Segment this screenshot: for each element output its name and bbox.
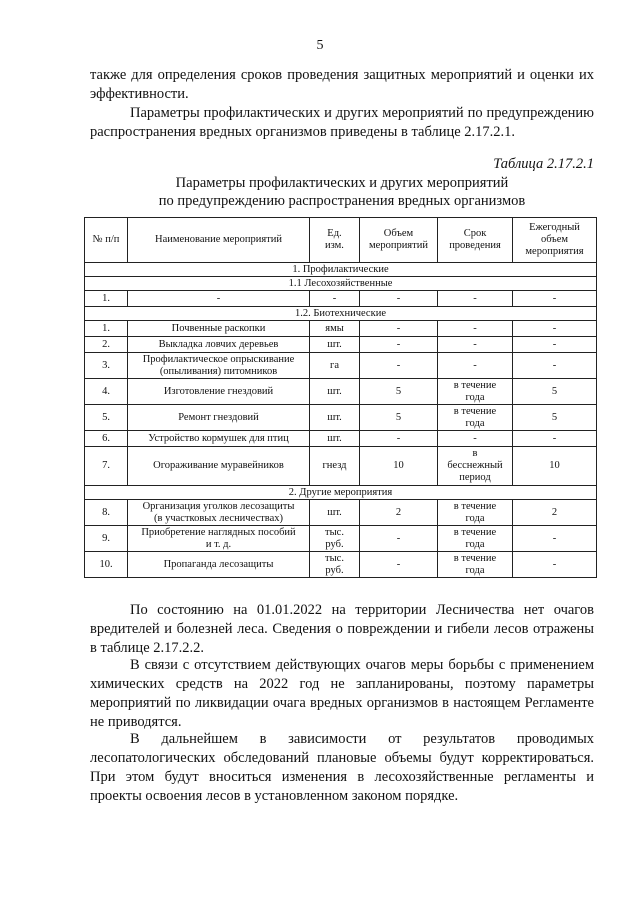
cell-unit: шт. bbox=[310, 337, 360, 353]
cell-num: 6. bbox=[85, 431, 128, 447]
cell-name: Выкладка ловчих деревьев bbox=[128, 337, 310, 353]
cell-name: Изготовление гнездовий bbox=[128, 379, 310, 405]
table-title bbox=[90, 174, 594, 210]
cell-name: Пропаганда лесозащиты bbox=[128, 552, 310, 578]
cell-name: Приобретение наглядных пособий и т. д. bbox=[128, 526, 310, 552]
table-header-row bbox=[85, 218, 597, 263]
section-row bbox=[85, 263, 597, 277]
cell-annual: - bbox=[513, 552, 597, 578]
paragraph-1: По состоянию на 01.01.2022 на территории Лесничества нет очагов вредителей и болезней леса. Сведения о повреждении и гибели лесов отражены в таблице 2.17.2.2. bbox=[90, 602, 594, 656]
table-row bbox=[85, 431, 597, 447]
paragraph-2: В связи с отсутствием действующих очагов меры борьбы с применением химических средств на 2022 год не запланированы, поэтому параметры мероприятий по ликвидации очага вредных организмов в настоящем Регламенте не приводятся. bbox=[90, 657, 594, 730]
cell-term: - bbox=[438, 353, 513, 379]
table-row bbox=[85, 405, 597, 431]
cell-annual: 5 bbox=[513, 379, 597, 405]
cell-annual: 10 bbox=[513, 447, 597, 486]
cell-term: в течение года bbox=[438, 552, 513, 578]
table-row bbox=[85, 321, 597, 337]
cell-unit: га bbox=[310, 353, 360, 379]
cell-volume: - bbox=[360, 353, 438, 379]
section-title: 2. Другие мероприятия bbox=[85, 486, 597, 500]
cell-name: Огораживание муравейников bbox=[128, 447, 310, 486]
table-row bbox=[85, 526, 597, 552]
cell-annual: - bbox=[513, 321, 597, 337]
section-row bbox=[85, 307, 597, 321]
header-annual: Ежегодный объем мероприятия bbox=[513, 218, 597, 263]
cell-name: - bbox=[128, 291, 310, 307]
cell-annual: 5 bbox=[513, 405, 597, 431]
cell-annual: - bbox=[513, 431, 597, 447]
header-name: Наименование мероприятий bbox=[128, 218, 310, 263]
table-row bbox=[85, 337, 597, 353]
cell-term: - bbox=[438, 431, 513, 447]
cell-volume: - bbox=[360, 321, 438, 337]
cell-num: 3. bbox=[85, 353, 128, 379]
cell-num: 2. bbox=[85, 337, 128, 353]
section-title: 1.1 Лесохозяйственные bbox=[85, 277, 597, 291]
section-row bbox=[85, 277, 597, 291]
table-row bbox=[85, 379, 597, 405]
cell-unit: шт. bbox=[310, 405, 360, 431]
cell-volume: 10 bbox=[360, 447, 438, 486]
cell-term: - bbox=[438, 337, 513, 353]
cell-volume: - bbox=[360, 431, 438, 447]
cell-name: Устройство кормушек для птиц bbox=[128, 431, 310, 447]
cell-volume: - bbox=[360, 291, 438, 307]
section-title: 1.2. Биотехнические bbox=[85, 307, 597, 321]
cell-annual: - bbox=[513, 337, 597, 353]
cell-num: 8. bbox=[85, 500, 128, 526]
cell-num: 1. bbox=[85, 291, 128, 307]
cell-term: в бесснежный период bbox=[438, 447, 513, 486]
section-row bbox=[85, 486, 597, 500]
table-row bbox=[85, 447, 597, 486]
cell-volume: - bbox=[360, 526, 438, 552]
header-term: Срок проведения bbox=[438, 218, 513, 263]
cell-num: 1. bbox=[85, 321, 128, 337]
cell-name: Профилактическое опрыскивание (опыливания) питомников bbox=[128, 353, 310, 379]
header-volume: Объем мероприятий bbox=[360, 218, 438, 263]
cell-unit: гнезд bbox=[310, 447, 360, 486]
section-title: 1. Профилактические bbox=[85, 263, 597, 277]
cell-unit: тыс. руб. bbox=[310, 552, 360, 578]
cell-unit: - bbox=[310, 291, 360, 307]
cell-name: Почвенные раскопки bbox=[128, 321, 310, 337]
cell-term: в течение года bbox=[438, 500, 513, 526]
cell-volume: - bbox=[360, 552, 438, 578]
table-caption: Таблица 2.17.2.1 bbox=[493, 156, 594, 172]
cell-annual: - bbox=[513, 353, 597, 379]
cell-name: Организация уголков лесозащиты (в участковых лесничествах) bbox=[128, 500, 310, 526]
cell-num: 10. bbox=[85, 552, 128, 578]
cell-unit: ямы bbox=[310, 321, 360, 337]
cell-num: 7. bbox=[85, 447, 128, 486]
cell-num: 4. bbox=[85, 379, 128, 405]
cell-annual: - bbox=[513, 291, 597, 307]
paragraph-3: В дальнейшем в зависимости от результатов проводимых лесопатологических обследований плановые объемы будут корректироваться. При этом будут вноситься изменения в лесохозяйственные регламенты и проекты освоения лесов в установленном законом порядке. bbox=[90, 731, 594, 804]
cell-term: - bbox=[438, 321, 513, 337]
intro-paragraph-1: также для определения сроков проведения защитных мероприятий и оценки их эффективности. bbox=[90, 67, 594, 102]
cell-annual: 2 bbox=[513, 500, 597, 526]
table-row bbox=[85, 552, 597, 578]
cell-num: 5. bbox=[85, 405, 128, 431]
cell-unit: шт. bbox=[310, 431, 360, 447]
cell-volume: 5 bbox=[360, 405, 438, 431]
intro-paragraph-2: Параметры профилактических и других мероприятий по предупреждению распространения вредных организмов приведены в таблице 2.17.2.1. bbox=[90, 105, 594, 140]
table-row bbox=[85, 500, 597, 526]
cell-term: в течение года bbox=[438, 405, 513, 431]
table-row bbox=[85, 353, 597, 379]
header-num: № п/п bbox=[85, 218, 128, 263]
header-unit: Ед. изм. bbox=[310, 218, 360, 263]
measures-table bbox=[84, 217, 597, 578]
cell-volume: - bbox=[360, 337, 438, 353]
page-number: 5 bbox=[316, 38, 324, 53]
table-title-line-1: Параметры профилактических и других мероприятий bbox=[175, 175, 509, 191]
table-row bbox=[85, 291, 597, 307]
cell-name: Ремонт гнездовий bbox=[128, 405, 310, 431]
cell-volume: 5 bbox=[360, 379, 438, 405]
cell-volume: 2 bbox=[360, 500, 438, 526]
cell-unit: шт. bbox=[310, 379, 360, 405]
cell-term: - bbox=[438, 291, 513, 307]
cell-term: в течение года bbox=[438, 379, 513, 405]
cell-term: в течение года bbox=[438, 526, 513, 552]
cell-unit: шт. bbox=[310, 500, 360, 526]
cell-unit: тыс. руб. bbox=[310, 526, 360, 552]
table-title-line-2: по предупреждению распространения вредных организмов bbox=[158, 193, 526, 209]
cell-annual: - bbox=[513, 526, 597, 552]
cell-num: 9. bbox=[85, 526, 128, 552]
